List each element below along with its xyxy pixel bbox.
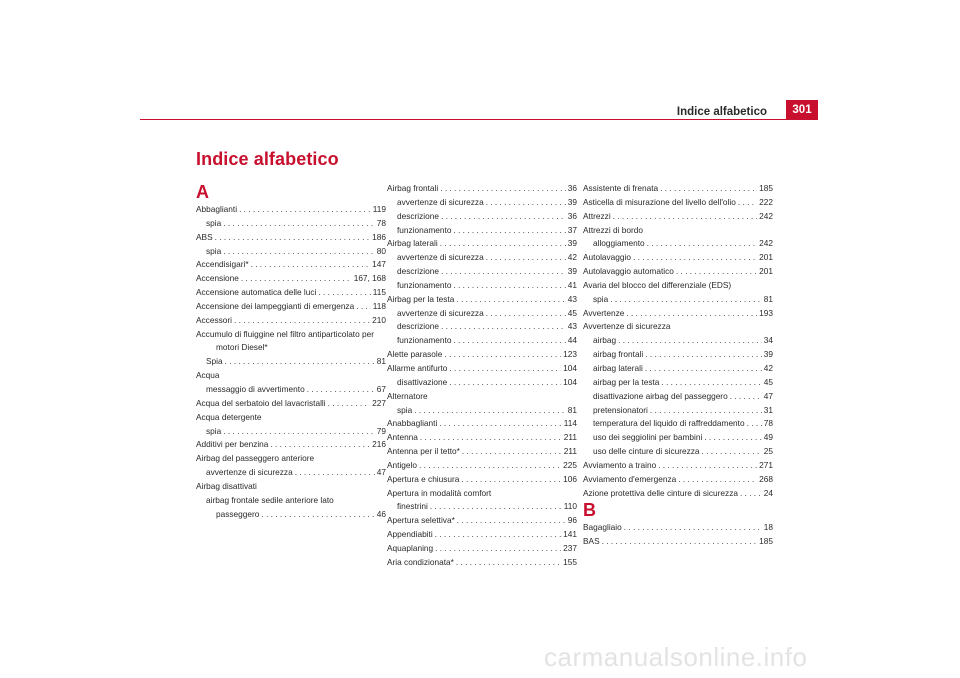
entry-page: 43 [567,293,577,304]
index-entry [387,265,577,279]
dot-leader [435,528,561,542]
index-entry [196,438,386,452]
entry-text: Airbag frontali [387,183,439,193]
dot-leader [419,459,561,473]
dot-leader [441,210,566,224]
entry-text: Airbag per la testa [387,293,455,304]
dot-leader [215,231,371,245]
index-entry [387,459,577,473]
index-entry [196,272,386,286]
entry-page: 42 [567,252,577,263]
dot-leader [449,362,561,376]
index-entry [387,528,577,542]
entry-text: messaggio di avvertimento [206,383,305,394]
entry-page: 106 [563,473,577,484]
index-column-1 [196,182,386,521]
entry-page: 44 [567,335,577,346]
dot-leader [486,251,566,265]
index-title: Indice alfabetico [196,149,339,169]
index-entry [583,348,773,362]
entry-text: Airbag laterali [387,238,438,249]
dot-leader [457,514,566,528]
entry-text: Additivi per benzina [196,439,269,450]
index-entry [583,376,773,390]
entry-page: 37 [567,224,577,235]
dot-leader [613,210,757,224]
dot-leader [430,500,562,514]
dot-leader [444,348,561,362]
entry-text: ABS [196,231,213,242]
dot-leader [618,334,762,348]
index-entry [196,258,386,272]
index-entry: Accumulo di fluiggine nel filtro antiparticolato per [196,328,375,339]
dot-leader [461,473,561,487]
dot-leader [261,508,374,522]
index-entry: Avaria del blocco del differenziale (EDS) [583,279,732,290]
entry-page: 39 [567,266,577,277]
index-entry [196,300,386,314]
index-entry [387,514,577,528]
dot-leader [225,355,375,369]
entry-text: Antenna [387,432,418,443]
index-entry [196,203,386,217]
entry-page: 186 [372,231,386,242]
entry-page: 123 [563,349,577,360]
entry-text: Allarme antifurto [387,362,448,373]
dot-leader [295,466,375,480]
entry-page: 147 [372,259,386,270]
index-entry [387,445,577,459]
index-entry [583,521,773,535]
dot-leader [678,473,757,487]
entry-page: 210 [372,314,386,325]
index-entry [583,362,773,376]
index-entry [387,196,577,210]
entry-text: spia [206,245,222,256]
index-entry [583,237,773,251]
index-entry [583,307,773,321]
index-entry [583,265,773,279]
entry-page: 78 [763,418,773,429]
entry-text: Avvertenze [583,307,625,318]
entry-text: avvertenze di sicurezza [397,307,484,318]
index-entry [196,383,386,397]
index-entry [387,431,577,445]
index-entry [387,224,577,238]
entry-page: 80 [376,245,386,256]
index-column-3 [583,182,773,549]
entry-text: Alette parasole [387,349,443,360]
entry-page: 78 [376,217,386,228]
entry-page: 114 [563,418,577,429]
entry-text: Accessori [196,314,232,325]
dot-leader [462,445,562,459]
index-entry [387,251,577,265]
entry-text: Azione protettiva delle cinture di sicurezza [583,487,738,498]
index-entry: airbag frontale sedile anteriore lato [206,494,334,505]
dot-leader [456,293,565,307]
entry-page: 271 [759,459,773,470]
entry-page: 201 [759,252,773,263]
entry-text: funzionamento [397,224,452,235]
index-entry [196,286,386,300]
dot-leader [702,445,762,459]
index-entry [583,334,773,348]
index-entry [196,397,386,411]
index-entry [196,425,386,439]
index-entry [583,182,773,196]
dot-leader [441,320,566,334]
entry-page: 185 [759,536,773,547]
entry-page: 242 [759,238,773,249]
entry-page: 43 [567,321,577,332]
index-entry: Avvertenze di sicurezza [583,321,671,332]
index-entry [583,431,773,445]
dot-leader [704,431,761,445]
entry-text: Assistente di frenata [583,183,659,193]
index-entry: Acqua detergente [196,411,262,422]
index-entry [583,210,773,224]
entry-page: 141 [563,529,577,540]
entry-page: 31 [763,404,773,415]
entry-text: Accensione [196,273,239,284]
index-entry [583,459,773,473]
entry-text: disattivazione airbag del passeggero [593,390,728,401]
entry-text: avvertenze di sicurezza [397,196,484,207]
entry-page: 222 [759,196,773,207]
entry-text: spia [206,217,222,228]
entry-text: Apertura e chiusura [387,473,460,484]
index-entry [583,535,773,549]
dot-leader [420,431,562,445]
index-entry [583,417,773,431]
dot-leader [486,307,566,321]
index-entry [196,355,386,369]
entry-text: Avviamento d'emergenza [583,473,677,484]
entry-page: 45 [567,307,577,318]
index-entry [583,196,773,210]
header-divider [140,119,818,120]
dot-leader [453,334,565,348]
dot-leader [486,196,566,210]
dot-leader [645,362,762,376]
entry-page: 49 [763,432,773,443]
dot-leader [241,272,352,286]
index-entry [387,348,577,362]
entry-page: 155 [563,556,577,567]
entry-text: alloggiamento [593,238,645,249]
entry-text: spia [397,404,413,415]
index-entry: Acqua [196,370,220,381]
entry-text: pretensionatori [593,404,648,415]
index-entry [387,210,577,224]
index-entry [387,334,577,348]
entry-text: funzionamento [397,279,452,290]
index-entry [387,182,577,196]
entry-page: 237 [563,542,577,553]
index-entry [387,376,577,390]
entry-text: uso delle cinture di sicurezza [593,446,700,457]
entry-text: descrizione [397,266,439,277]
entry-page: 39 [567,238,577,249]
index-entry [583,445,773,459]
entry-page: 39 [763,349,773,360]
dot-leader [658,459,757,473]
index-entry: Airbag disattivati [196,480,257,491]
dot-leader [456,556,561,570]
dot-leader [239,203,371,217]
dot-leader [624,521,762,535]
entry-text: avvertenze di sicurezza [206,467,293,478]
index-entry: Apertura in modalità comfort [387,487,492,498]
dot-leader [441,265,566,279]
running-header-title: Indice alfabetico [676,106,767,118]
entry-text: temperatura del liquido di raffreddamento [593,418,745,429]
entry-text: Antigelo [387,459,417,470]
dot-leader [453,224,565,238]
entry-text: descrizione [397,321,439,332]
index-entry [583,390,773,404]
entry-page: 47 [763,390,773,401]
entry-text: spia [593,293,609,304]
index-entry [196,231,386,245]
entry-page: 96 [567,515,577,526]
entry-text: uso dei seggiolini per bambini [593,432,703,443]
entry-page: 36 [567,183,577,193]
entry-page: 211 [563,446,577,457]
entry-page: 227 [372,397,386,408]
entry-text: airbag [593,335,617,346]
entry-text: finestrini [397,501,428,512]
section-letter: B [583,500,596,521]
entry-text: Spia [206,356,223,367]
index-entry: Alternatore [387,390,428,401]
entry-text: Accensione dei lampeggianti di emergenza [196,300,355,311]
index-entry [196,217,386,231]
entry-page: 39 [567,196,577,207]
entry-text: Aquaplaning [387,542,434,553]
dot-leader [660,182,757,196]
dot-leader [223,217,375,231]
entry-page: 47 [376,467,386,478]
entry-text: Appendiabiti [387,529,433,540]
dot-leader [440,237,566,251]
dot-leader [318,286,370,300]
dot-leader [747,417,762,431]
index-entry [387,320,577,334]
index-entry [387,556,577,570]
index-entry [387,473,577,487]
page-number-badge: 301 [786,100,818,119]
index-entry [583,487,773,501]
dot-leader [440,182,566,196]
entry-text: Apertura selettiva* [387,515,455,526]
entry-text: Acqua del serbatoio del lavacristalli [196,397,326,408]
entry-page: 24 [763,487,773,498]
index-entry [387,279,577,293]
entry-page: 81 [567,404,577,415]
dot-leader [633,251,757,265]
entry-page: 201 [759,266,773,277]
index-entry [196,245,386,259]
entry-page: 185 [759,183,773,193]
dot-leader [307,383,375,397]
dot-leader [740,487,762,501]
dot-leader [439,417,561,431]
dot-leader [270,438,370,452]
index-entry [387,362,577,376]
dot-leader [234,314,370,328]
dot-leader [453,279,565,293]
dot-leader [610,293,762,307]
dot-leader [650,404,762,418]
entry-text: BAS [583,536,600,547]
dot-leader [414,404,566,418]
dot-leader [602,535,758,549]
entry-text: Antenna per il tetto* [387,446,460,457]
index-entry [387,293,577,307]
dot-leader [676,265,757,279]
entry-text: Anabbaglianti [387,418,438,429]
entry-text: airbag laterali [593,362,643,373]
index-column-2 [387,182,577,570]
entry-page: 211 [563,432,577,443]
dot-leader [738,196,757,210]
watermark: carmanualsonline.info [544,642,808,672]
entry-text: Aria condizionata* [387,556,454,567]
entry-page: 18 [763,522,773,533]
entry-page: 81 [763,293,773,304]
dot-leader [328,397,371,411]
entry-text: Abbaglianti [196,204,238,214]
entry-text: passeggero [216,508,260,519]
entry-text: spia [206,425,222,436]
entry-page: 25 [763,446,773,457]
dot-leader [449,376,561,390]
entry-page: 110 [563,501,577,512]
index-entry [387,237,577,251]
entry-text: Asticella di misurazione del livello dell'olio [583,196,736,207]
entry-page: 216 [372,439,386,450]
dot-leader [435,542,561,556]
entry-text: Accensione automatica delle luci [196,287,317,298]
dot-leader [730,390,762,404]
entry-text: Attrezzi [583,210,611,221]
entry-text: disattivazione [397,376,448,387]
entry-text: Autolavaggio [583,252,631,263]
index-entry [583,404,773,418]
entry-page: 45 [763,376,773,387]
index-entry: Attrezzi di bordo [583,224,643,235]
index-entry [583,251,773,265]
dot-leader [661,376,761,390]
entry-text: Accendisigari* [196,259,249,270]
entry-text: descrizione [397,210,439,221]
entry-page: 104 [563,362,577,373]
entry-page: 104 [563,376,577,387]
dot-leader [645,348,761,362]
dot-leader [223,425,375,439]
dot-leader [223,245,375,259]
entry-text: airbag frontali [593,349,644,360]
index-entry [387,307,577,321]
entry-page: 118 [372,300,386,311]
entry-page: 115 [372,287,386,298]
entry-page: 242 [759,210,773,221]
index-entry [583,293,773,307]
index-entry: motori Diesel* [216,342,268,353]
dot-leader [647,237,757,251]
entry-text: airbag per la testa [593,376,660,387]
entry-text: funzionamento [397,335,452,346]
entry-text: Autolavaggio automatico [583,266,674,277]
dot-leader [626,307,757,321]
entry-page: 36 [567,210,577,221]
index-entry [196,508,386,522]
entry-page: 79 [376,425,386,436]
entry-page: 119 [372,204,386,214]
entry-text: Avviamento a traino [583,459,657,470]
section-letter: A [196,182,209,202]
index-entry [387,500,577,514]
entry-page: 225 [563,459,577,470]
index-entry [387,542,577,556]
index-entry [583,473,773,487]
entry-page: 42 [763,362,773,373]
index-entry [387,404,577,418]
entry-page: 34 [763,335,773,346]
index-entry [387,417,577,431]
entry-page: 46 [376,508,386,519]
index-entry [196,314,386,328]
entry-page: 67 [376,383,386,394]
entry-page: 193 [759,307,773,318]
entry-page: 81 [376,356,386,367]
entry-page: 268 [759,473,773,484]
entry-text: Bagagliaio [583,522,622,533]
entry-text: avvertenze di sicurezza [397,252,484,263]
dot-leader [251,258,371,272]
index-entry [196,466,386,480]
dot-leader [356,300,371,314]
entry-page: 167, 168 [353,273,386,284]
index-entry: Airbag del passeggero anteriore [196,453,315,464]
entry-page: 41 [567,279,577,290]
